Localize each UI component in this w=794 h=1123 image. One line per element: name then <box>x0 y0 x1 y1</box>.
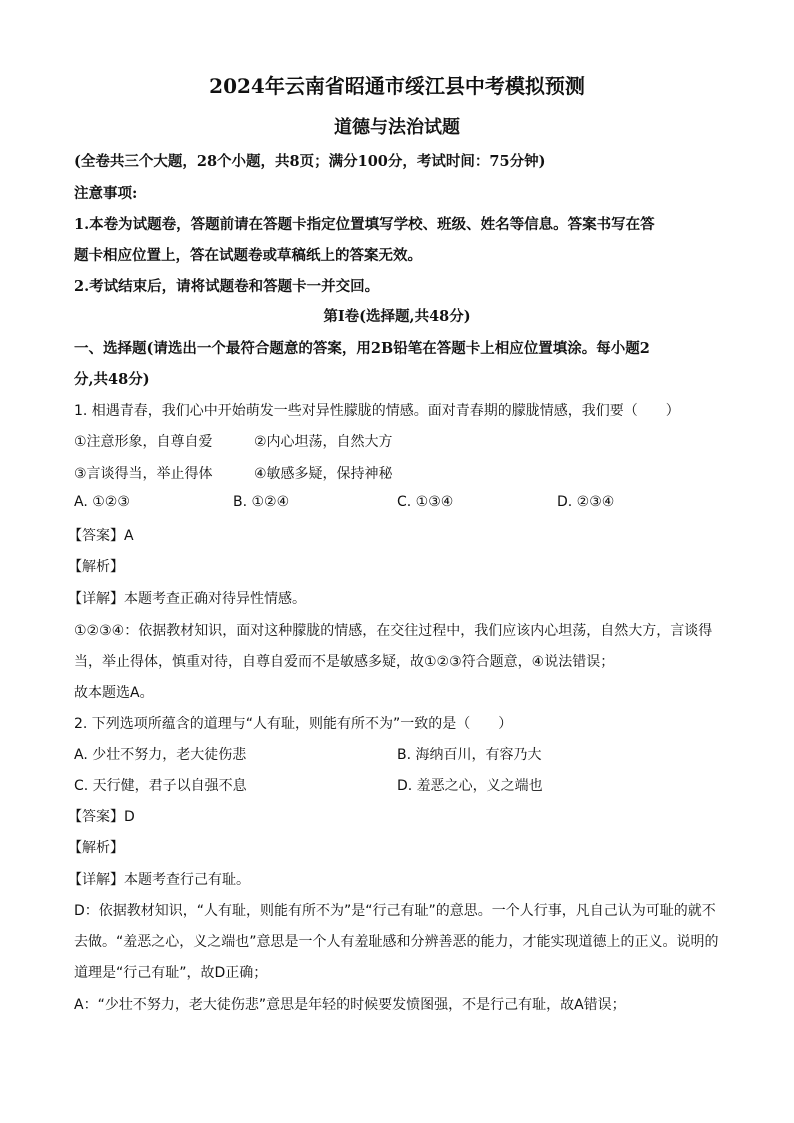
q1-conclusion: 故本题选A。 <box>74 685 154 701</box>
notes-item-2: 2.考试结束后，请将试题卷和答题卡一并交回。 <box>74 278 380 295</box>
q1-statement-4: ④敏感多疑，保持神秘 <box>254 466 393 482</box>
q1-option-d: D. ②③④ <box>557 494 615 510</box>
q2-option-c: C. 天行健，君子以自强不息 <box>74 778 247 794</box>
q2-stem: 2. 下列选项所蕴含的道理与“人有耻，则能有所不为”一致的是（ ） <box>74 716 513 732</box>
q1-statement-1: ①注意形象，自尊自爱 <box>74 434 213 450</box>
part-instruction-line-1: 一、选择题(请选出一个最符合题意的答案，用2B铅笔在答题卡上相应位置填涂。每小题2 <box>74 340 650 357</box>
exam-title: 2024年云南省昭通市绥江县中考模拟预测 <box>209 74 585 98</box>
q1-option-b: B. ①②④ <box>233 494 290 510</box>
q2-explanation-line-1: D：依据教材知识，“人有耻，则能有所不为”是“行己有耻”的意思。一个人行事，凡自己认为可耻的就不 <box>74 903 716 919</box>
q1-statement-3: ③言谈得当，举止得体 <box>74 466 213 482</box>
q2-option-a: A. 少壮不努力，老大徒伤悲 <box>74 747 247 763</box>
exam-subject: 道德与法治试题 <box>334 117 460 138</box>
q2-analysis-label: 【解析】 <box>68 840 124 856</box>
q2-explanation-line-3: 道理是“行己有耻”，故D正确； <box>74 965 268 981</box>
q2-detail: 【详解】本题考查行己有耻。 <box>68 872 250 888</box>
q1-explanation-line-2: 当，举止得体，慎重对待，自尊自爱而不是敏感多疑，故①②③符合题意，④说法错误； <box>74 654 615 670</box>
q1-explanation-line-1: ①②③④：依据教材知识，面对这种朦胧的情感，在交往过程中，我们应该内心坦荡，自然大方，言谈得 <box>74 623 713 639</box>
exam-info: (全卷共三个大题，28个小题，共8页；满分100分，考试时间：75分钟) <box>74 153 546 170</box>
notes-heading: 注意事项: <box>74 185 138 202</box>
q2-explanation-line-2: 去做。“羞恶之心，义之端也”意思是一个人有羞耻感和分辨善恶的能力，才能实现道德上的正义。说明的 <box>74 934 719 950</box>
q2-answer: 【答案】D <box>68 809 135 825</box>
notes-item-1-line-1: 1.本卷为试题卷，答题前请在答题卡指定位置填写学校、班级、姓名等信息。答案书写在答 <box>74 216 655 233</box>
q1-analysis-label: 【解析】 <box>68 559 124 575</box>
q1-answer: 【答案】A <box>68 528 134 544</box>
q1-option-c: C. ①③④ <box>397 494 454 510</box>
q1-stem: 1. 相遇青春，我们心中开始萌发一些对异性朦胧的情感。面对青春期的朦胧情感，我们要（ ） <box>74 403 680 419</box>
section-title: 第Ⅰ卷(选择题,共48分) <box>323 308 471 325</box>
q2-option-b: B. 海纳百川，有容乃大 <box>397 747 542 763</box>
notes-item-1-line-2: 题卡相应位置上，答在试题卷或草稿纸上的答案无效。 <box>74 247 422 264</box>
q2-option-d: D. 羞恶之心，义之端也 <box>397 778 543 794</box>
q2-explanation-line-4: A：“少壮不努力，老大徒伤悲”意思是年轻的时候要发愤图强，不是行己有耻，故A错误； <box>74 997 626 1013</box>
part-instruction-line-2: 分,共48分) <box>74 371 150 388</box>
q1-option-a: A. ①②③ <box>74 494 130 510</box>
q1-statement-2: ②内心坦荡，自然大方 <box>254 434 393 450</box>
q1-detail: 【详解】本题考查正确对待异性情感。 <box>68 591 306 607</box>
